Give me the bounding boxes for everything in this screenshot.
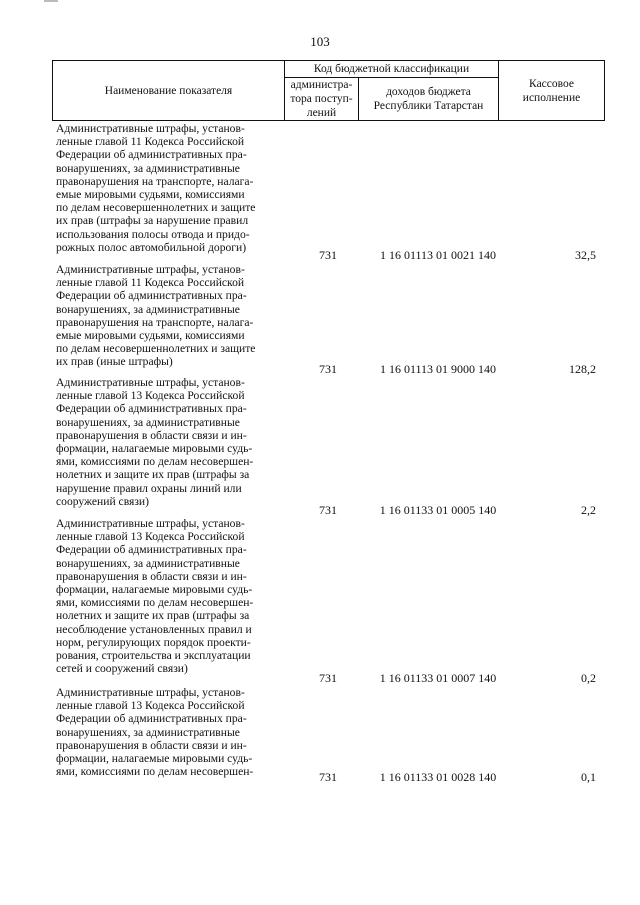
row-admin-code: 731 <box>319 770 337 784</box>
header-name-column: Наименование показателя <box>53 61 285 121</box>
row-budget-code: 1 16 01133 01 0005 140 <box>379 503 497 517</box>
row-admin-code: 731 <box>319 671 337 685</box>
table-header <box>52 60 605 121</box>
scan-artifact <box>44 0 58 2</box>
row-admin-code: 731 <box>319 362 337 376</box>
row-amount: 2,2 <box>581 503 596 517</box>
row-name: Административные штрафы, установ- ленные главой 13 Кодекса Российской Федерации об административных пра- вонарушениях, за административные правонарушения в области связи и ин- формации, налагаемые мировыми судь- ями, комиссиями по делам несовершен- <box>56 686 254 779</box>
header-amount-column: Кассовое исполнение <box>499 61 605 121</box>
row-amount: 32,5 <box>575 248 596 262</box>
row-budget-code: 1 16 01113 01 9000 140 <box>379 362 497 376</box>
row-budget-code: 1 16 01133 01 0028 140 <box>379 770 497 784</box>
row-name: Административные штрафы, установ- ленные главой 13 Кодекса Российской Федерации об административных пра- вонарушениях, за административные правонарушения в области связи и ин- формации, налагаемые мировыми судь- ями, комиссиями по делам несовершен- нолетних и защите их прав (штрафы за несоблюдение установленных правил и норм, регулирующих порядок проекти- рования, строительства и эксплуатации сетей и сооружений связи) <box>56 517 254 676</box>
row-amount: 0,2 <box>581 671 596 685</box>
row-name: Административные штрафы, установ- ленные главой 11 Кодекса Российской Федерации об административных пра- вонарушениях, за административные правонарушения на транспорте, налага- емые мировыми судьями, комиссиями по делам несовершеннолетних и защите их прав (иные штрафы) <box>56 263 256 369</box>
page-number: 103 <box>310 34 330 49</box>
row-amount: 128,2 <box>569 362 596 376</box>
header-income-column: доходов бюджета Республики Татарстан <box>359 78 499 121</box>
row-budget-code: 1 16 01133 01 0007 140 <box>379 671 497 685</box>
header-code-group: Код бюджетной классификации <box>285 61 499 78</box>
header-admin-column: администра- тора поступ- лений <box>285 78 359 121</box>
row-name: Административные штрафы, установ- ленные главой 11 Кодекса Российской Федерации об административных пра- вонарушениях, за административные правонарушения на транспорте, налага- емые мировыми судьями, комиссиями по делам несовершеннолетних и защите их прав (штрафы за нарушение правил использования полосы отвода и придо- рожных полос автомобильной дороги) <box>56 122 256 254</box>
row-budget-code: 1 16 01113 01 0021 140 <box>379 248 497 262</box>
row-amount: 0,1 <box>581 770 596 784</box>
row-admin-code: 731 <box>319 248 337 262</box>
row-name: Административные штрафы, установ- ленные главой 13 Кодекса Российской Федерации об административных пра- вонарушениях, за административные правонарушения в области связи и ин- формации, налагаемые мировыми судь- ями, комиссиями по делам несовершен- нолетних и защите их прав (штрафы за нарушение правил охраны линий или сооружений связи) <box>56 376 254 508</box>
row-admin-code: 731 <box>319 503 337 517</box>
